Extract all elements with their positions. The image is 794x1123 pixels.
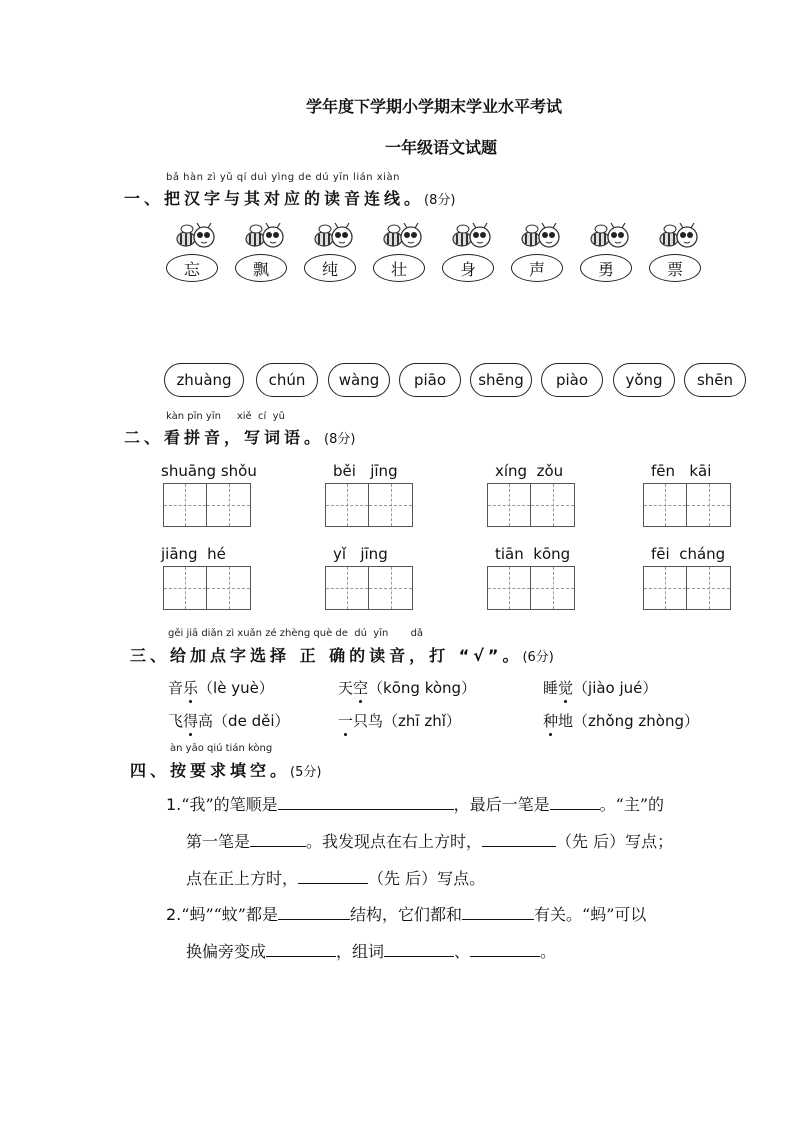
blank-last-stroke[interactable] <box>550 795 600 810</box>
writing-grid[interactable] <box>163 483 251 527</box>
bee-icon <box>312 222 356 252</box>
choice-dot: 乐 <box>183 679 199 697</box>
tian-cell[interactable] <box>207 483 251 527</box>
reading-cloud[interactable]: wàng <box>328 363 390 397</box>
writing-grid[interactable] <box>325 483 413 527</box>
tian-cell[interactable] <box>207 566 251 610</box>
q2-text-a: “蚂”“蚊”都是 <box>181 905 278 924</box>
reading-cloud[interactable]: piào <box>541 363 603 397</box>
reading-cloud[interactable]: chún <box>256 363 318 397</box>
writing-grid[interactable] <box>643 483 731 527</box>
section3-text: 给加点字选择 正 确的读音，打 “√” <box>170 646 503 665</box>
choice-pre: 飞 <box>168 712 184 730</box>
choice-options: （lè yuè） <box>198 679 274 697</box>
blank-structure[interactable] <box>278 905 350 920</box>
writing-grid[interactable] <box>325 566 413 610</box>
tian-cell[interactable] <box>369 483 413 527</box>
tian-cell[interactable] <box>643 566 687 610</box>
q1-text-c: 。“主”的 <box>599 795 665 814</box>
tian-cell[interactable] <box>643 483 687 527</box>
section1-heading <box>124 186 455 209</box>
q1-text-a: “我”的笔顺是 <box>181 795 278 814</box>
blank-stroke-order[interactable] <box>278 795 454 810</box>
q2-line2 <box>186 942 556 962</box>
q1-text-e: 。我发现点在右上方时， <box>306 832 483 851</box>
q2-text-c: 有关。“蚂”可以 <box>534 905 647 924</box>
choice-options: （kōng kòng） <box>368 679 477 697</box>
section2-text: 看拼音，写词语 <box>164 428 305 447</box>
blank-top[interactable] <box>298 869 368 884</box>
section3-heading <box>130 643 554 666</box>
bee-icon <box>174 222 218 252</box>
q1-number: 1. <box>166 795 182 814</box>
section4-score: (5分) <box>290 765 322 780</box>
q2-number: 2. <box>166 905 182 924</box>
q2-text-f: 、 <box>454 942 471 961</box>
q2-text-b: 结构，它们都和 <box>350 905 463 924</box>
tian-cell[interactable] <box>487 483 531 527</box>
tian-cell[interactable] <box>163 566 207 610</box>
q1-text-h: （先 后）写点。 <box>368 869 486 888</box>
reading-cloud[interactable]: shēng <box>470 363 532 397</box>
choice-options: （jiào jué） <box>573 679 658 697</box>
word-pinyin: jiāng hé <box>161 545 226 563</box>
q1-text-d: 第一笔是 <box>186 832 251 851</box>
section1-number: 一、 <box>124 189 165 208</box>
blank-upper-right[interactable] <box>482 832 556 847</box>
word-pinyin: tiān kōng <box>495 545 571 563</box>
section3-punct: 。 <box>502 646 523 665</box>
tian-cell[interactable] <box>325 566 369 610</box>
choice-dot: 得 <box>183 712 199 730</box>
word-pinyin: fēi cháng <box>651 545 726 563</box>
section3-number: 三、 <box>130 646 171 665</box>
section1-pinyin: bǎ hàn zì yǔ qí duì yìng de dú yīn lián xiàn <box>166 172 400 183</box>
character-oval[interactable]: 纯 <box>304 254 356 282</box>
tian-cell[interactable] <box>531 483 575 527</box>
section1-score: (8分) <box>424 193 456 208</box>
section4-text: 按要求填空 <box>170 761 271 780</box>
section1-punct: 。 <box>404 189 425 208</box>
choice-item[interactable] <box>543 677 657 698</box>
bee-icon <box>243 222 287 252</box>
word-pinyin: shuāng shǒu <box>161 462 257 480</box>
bee-icon <box>381 222 425 252</box>
section2-score: (8分) <box>324 432 356 447</box>
exam-subtitle: 一年级语文试题 <box>385 138 498 157</box>
word-pinyin: běi jīng <box>333 462 398 480</box>
word-pinyin: fēn kāi <box>651 462 712 480</box>
character-oval[interactable]: 票 <box>649 254 701 282</box>
choice-pre: 睡 <box>543 679 559 697</box>
reading-cloud[interactable]: shēn <box>684 363 746 397</box>
choice-options: （zhǒng zhòng） <box>573 712 699 730</box>
q2-line1 <box>166 905 646 925</box>
bee-icon <box>450 222 494 252</box>
reading-cloud[interactable]: piāo <box>399 363 461 397</box>
q1-text-f: （先 后）写点； <box>556 832 674 851</box>
bee-icon <box>588 222 632 252</box>
choice-item[interactable] <box>543 710 699 731</box>
bee-icon <box>519 222 563 252</box>
q2-text-g: 。 <box>540 942 557 961</box>
choice-dot: 一 <box>338 712 354 730</box>
blank-new-char[interactable] <box>266 942 336 957</box>
tian-cell[interactable] <box>325 483 369 527</box>
writing-grid[interactable] <box>643 566 731 610</box>
character-oval[interactable]: 身 <box>442 254 494 282</box>
blank-first-stroke[interactable] <box>250 832 306 847</box>
word-pinyin: yǐ jīng <box>333 545 388 563</box>
writing-grid[interactable] <box>487 483 575 527</box>
q1-line1 <box>166 795 664 815</box>
choice-item[interactable] <box>338 710 461 731</box>
section4-punct: 。 <box>270 761 291 780</box>
q1-line3 <box>186 869 485 889</box>
character-oval[interactable]: 勇 <box>580 254 632 282</box>
character-oval[interactable]: 壮 <box>373 254 425 282</box>
choice-options: （de děi） <box>213 712 290 730</box>
reading-cloud[interactable]: zhuàng <box>164 363 244 397</box>
choice-options: （zhī zhǐ） <box>383 712 461 730</box>
section2-pinyin: kàn pīn yīn xiě cí yǔ <box>166 411 285 422</box>
choice-dot: 觉 <box>558 679 574 697</box>
blank-word2[interactable] <box>470 942 540 957</box>
section4-pinyin: àn yāo qiú tián kòng <box>170 743 273 754</box>
q1-text-g: 点在正上方时， <box>186 869 299 888</box>
writing-grid[interactable] <box>487 566 575 610</box>
tian-cell[interactable] <box>487 566 531 610</box>
section4-number: 四、 <box>130 761 171 780</box>
q1-text-b: ，最后一笔是 <box>453 795 550 814</box>
section2-heading <box>124 425 355 448</box>
tian-cell[interactable] <box>369 566 413 610</box>
writing-grid[interactable] <box>163 566 251 610</box>
section1-text: 把汉字与其对应的读音连线 <box>164 189 405 208</box>
q2-text-d: 换偏旁变成 <box>186 942 267 961</box>
q1-line2 <box>186 832 673 852</box>
tian-cell[interactable] <box>531 566 575 610</box>
q2-text-e: ，组词 <box>336 942 385 961</box>
character-oval[interactable]: 声 <box>511 254 563 282</box>
choice-item[interactable] <box>168 677 274 698</box>
section4-heading <box>130 758 321 781</box>
word-pinyin: xíng zǒu <box>495 462 564 480</box>
tian-cell[interactable] <box>687 483 731 527</box>
choice-pre: 天 <box>338 679 354 697</box>
choice-post: 高 <box>198 712 214 730</box>
choice-post: 地 <box>558 712 574 730</box>
choice-dot: 空 <box>353 679 369 697</box>
exam-title: 学年度下学期小学期末学业水平考试 <box>306 97 563 116</box>
blank-word1[interactable] <box>384 942 454 957</box>
section2-number: 二、 <box>124 428 165 447</box>
choice-item[interactable] <box>168 710 289 731</box>
tian-cell[interactable] <box>163 483 207 527</box>
choice-item[interactable] <box>338 677 476 698</box>
character-oval[interactable]: 忘 <box>166 254 218 282</box>
reading-cloud[interactable]: yǒng <box>613 363 675 397</box>
blank-related[interactable] <box>462 905 534 920</box>
section3-pinyin: gěi jiā diǎn zì xuǎn zé zhèng què de dú yīn dǎ <box>168 628 424 639</box>
section3-score: (6分) <box>522 650 554 665</box>
bee-icon <box>657 222 701 252</box>
section2-punct: 。 <box>304 428 325 447</box>
character-oval[interactable]: 飘 <box>235 254 287 282</box>
choice-dot: 种 <box>543 712 559 730</box>
choice-post: 只鸟 <box>353 712 384 730</box>
choice-pre: 音 <box>168 679 184 697</box>
tian-cell[interactable] <box>687 566 731 610</box>
